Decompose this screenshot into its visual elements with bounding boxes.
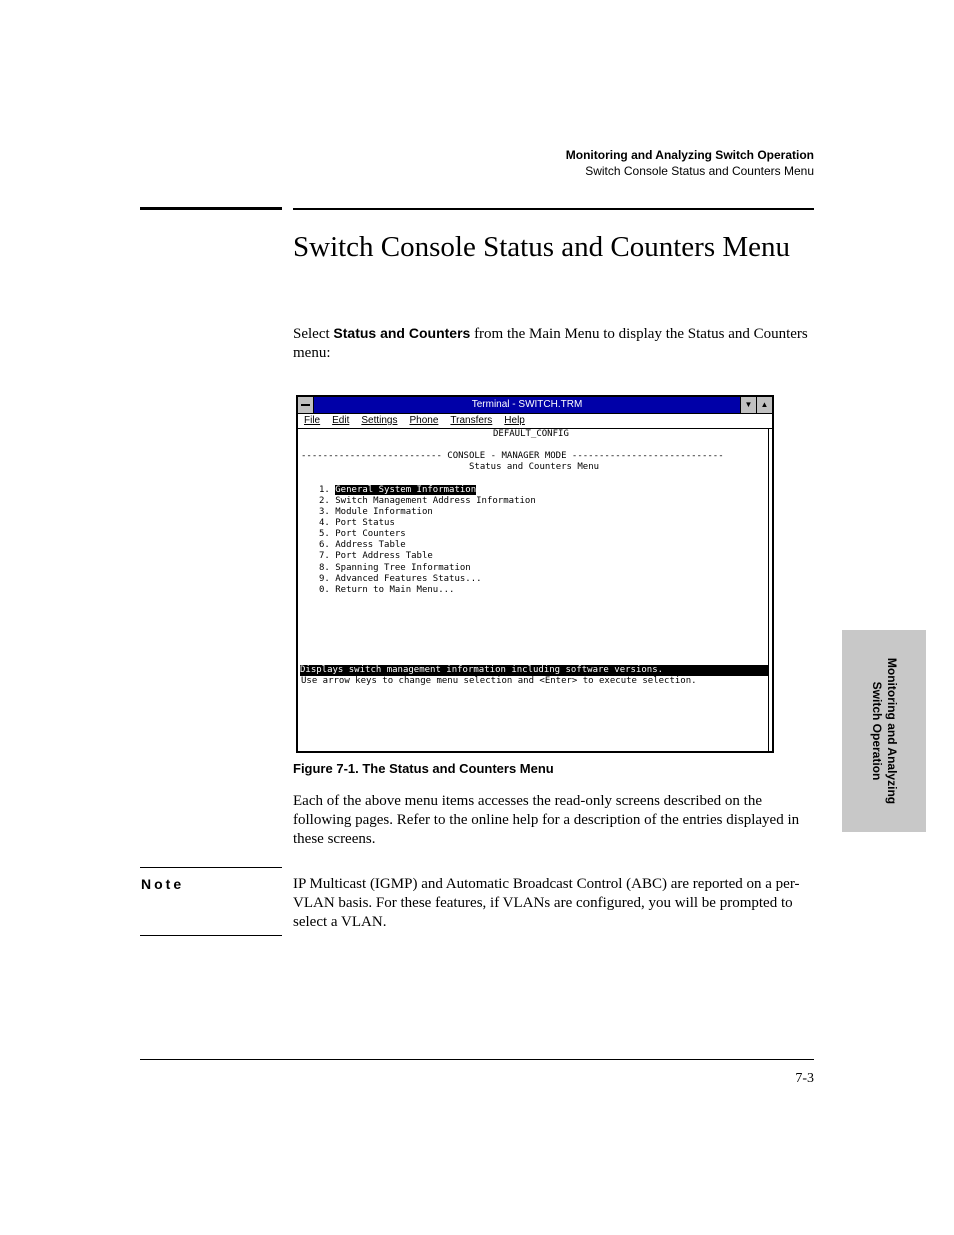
side-tab-line-2: Switch Operation <box>870 681 884 781</box>
page-number: 7-3 <box>795 1071 814 1086</box>
menu-item-5[interactable]: 5. Port Counters <box>319 529 406 539</box>
menu-item-8[interactable]: 8. Spanning Tree Information <box>319 563 471 573</box>
terminal-scrollbar[interactable] <box>768 429 772 751</box>
intro-before: Select <box>293 326 334 342</box>
menu-file[interactable]: File <box>304 415 321 426</box>
running-head-section: Switch Console Status and Counters Menu <box>585 164 814 178</box>
menu-item-1-label: General System Information <box>335 485 477 495</box>
figure-caption: Figure 7-1. The Status and Counters Menu <box>293 761 554 776</box>
intro-bold: Status and Counters <box>333 325 471 341</box>
config-name: DEFAULT_CONFIG <box>493 429 569 439</box>
maximize-icon[interactable]: ▲ <box>756 397 772 413</box>
page-title: Switch Console Status and Counters Menu <box>293 231 791 263</box>
menu-item-9[interactable]: 9. Advanced Features Status... <box>319 574 482 584</box>
terminal-window-title: Terminal - SWITCH.TRM <box>471 399 583 410</box>
menu-item-7[interactable]: 7. Port Address Table <box>319 551 433 561</box>
menu-transfers[interactable]: Transfers <box>450 415 493 426</box>
terminal-screen <box>298 429 772 751</box>
menu-item-0[interactable]: 0. Return to Main Menu... <box>319 585 455 595</box>
side-tab-line-1: Monitoring and Analyzing <box>885 657 899 805</box>
menu-phone[interactable]: Phone <box>409 415 439 426</box>
running-head <box>566 147 814 179</box>
menu-settings[interactable]: Settings <box>361 415 398 426</box>
system-menu-icon[interactable] <box>298 397 314 413</box>
menu-item-1-number: 1. <box>319 485 330 495</box>
side-tab-text <box>869 630 899 832</box>
footer-rule <box>140 1059 814 1060</box>
note-rule-top <box>140 867 282 868</box>
menu-item-3[interactable]: 3. Module Information <box>319 507 433 517</box>
menu-help[interactable]: Help <box>504 415 525 426</box>
body-paragraph: Each of the above menu items accesses the read-only screens described on the following pages. Refer to the online help for a description of the entries displayed in these screens. <box>293 793 800 847</box>
hint-line: Use arrow keys to change menu selection and <Enter> to execute selection. <box>301 676 697 686</box>
menu-item-4[interactable]: 4. Port Status <box>319 518 395 528</box>
menu-item-2[interactable]: 2. Switch Management Address Information <box>319 496 536 506</box>
terminal-titlebar[interactable] <box>298 397 772 414</box>
menu-title: Status and Counters Menu <box>469 462 600 472</box>
terminal-window <box>296 395 774 753</box>
menu-edit[interactable]: Edit <box>332 415 350 426</box>
menu-item-6[interactable]: 6. Address Table <box>319 540 406 550</box>
chapter-side-tab <box>842 630 926 832</box>
menu-item-1[interactable] <box>319 485 476 496</box>
note-text: IP Multicast (IGMP) and Automatic Broadcast Control (ABC) are reported on a per-VLAN basis. For these features, if VLANs are configured, you will be prompted to select a VLAN. <box>293 876 800 930</box>
note-rule-bottom <box>140 935 282 936</box>
header-rule-main <box>293 208 814 210</box>
help-line: Displays switch management information including software versions. <box>300 665 769 676</box>
terminal-menubar <box>298 414 772 429</box>
minimize-icon[interactable]: ▼ <box>740 397 756 413</box>
intro-paragraph <box>293 324 813 363</box>
header-rule-left <box>140 207 282 210</box>
intro-after: from the Main Menu to display the Status and Counters menu: <box>293 326 808 361</box>
running-head-chapter: Monitoring and Analyzing Switch Operation <box>565 148 814 162</box>
console-mode-line: -------------------------- CONSOLE - MANAGER MODE ---------------------------- <box>301 451 724 461</box>
note-label: Note <box>141 876 185 892</box>
